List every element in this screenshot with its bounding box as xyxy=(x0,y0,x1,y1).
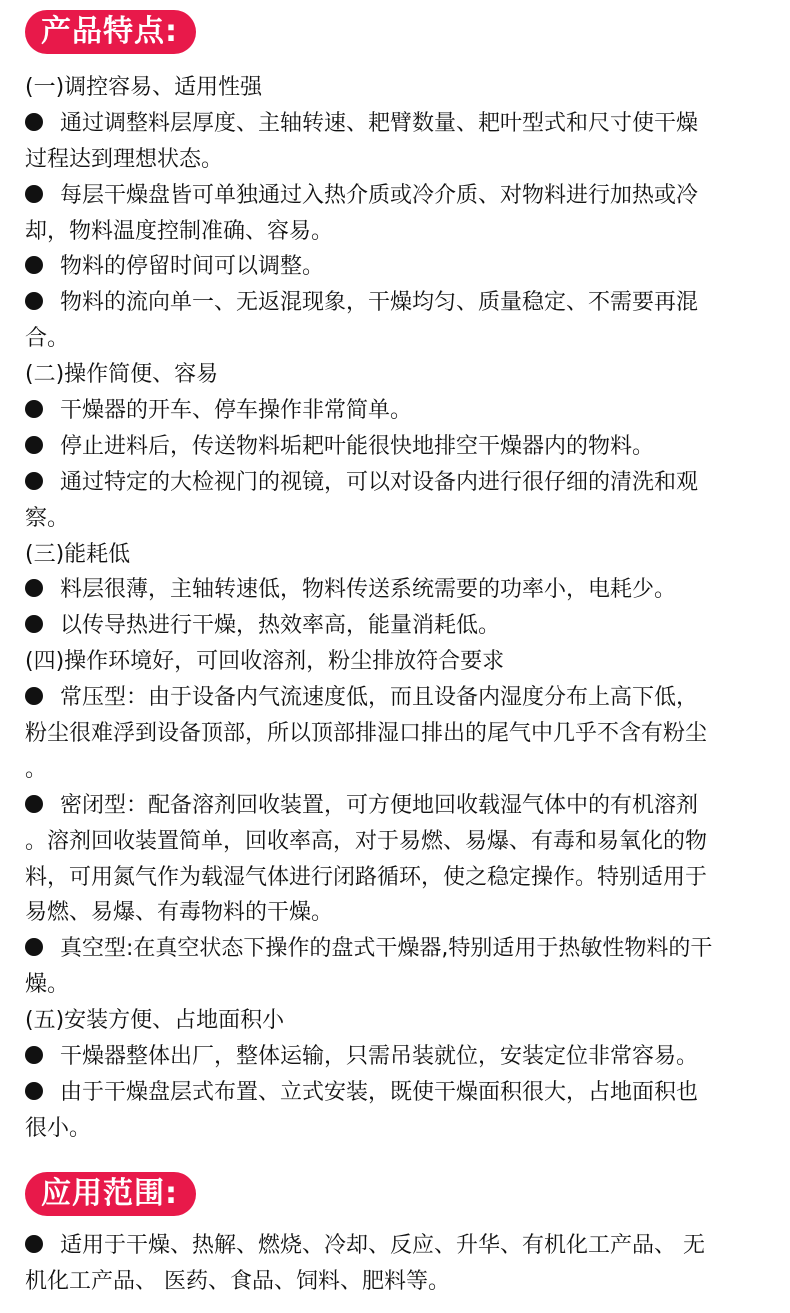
line-text: 料，可用氮气作为载湿气体进行闭路循环，使之稳定操作。特别适用于 xyxy=(25,864,708,890)
bullet-icon xyxy=(25,436,43,454)
scope-content xyxy=(25,1228,773,1300)
line-text: 干燥器的开车、停车操作非常简单。 xyxy=(60,398,413,424)
text-line xyxy=(25,142,773,178)
text-line xyxy=(25,1264,773,1300)
line-text: 料层很薄，主轴转速低，物料传送系统需要的功率小，电耗少。 xyxy=(60,577,677,603)
text-line xyxy=(25,824,773,860)
line-text: 。 xyxy=(25,756,48,782)
line-text: 易燃、易爆、有毒物料的干燥。 xyxy=(25,900,334,926)
text-line xyxy=(25,465,773,501)
bullet-icon xyxy=(25,113,43,131)
bullet-icon xyxy=(25,292,43,310)
line-text: 适用于干燥、热解、燃烧、冷却、反应、升华、有机化工产品、 无 xyxy=(60,1233,705,1258)
line-text: 却，物料温度控制准确、容易。 xyxy=(25,218,334,244)
line-text: 由于干燥盘层式布置、立式安装，既使干燥面积很大，占地面积也 xyxy=(60,1079,699,1105)
line-text: 密闭型：配备溶剂回收装置，可方便地回收载湿气体中的有机溶剂 xyxy=(60,792,699,818)
text-line xyxy=(25,501,773,537)
text-line xyxy=(25,608,773,644)
line-text: 燥。 xyxy=(25,972,70,998)
line-text: 合。 xyxy=(25,326,70,352)
line-text: 察。 xyxy=(25,505,70,531)
line-text: 停止进料后，传送物料垢耙叶能很快地排空干燥器内的物料。 xyxy=(60,433,655,459)
bullet-icon xyxy=(25,185,43,203)
line-text: (五)安装方便、占地面积小 xyxy=(25,1008,285,1034)
text-line xyxy=(25,537,773,573)
text-line xyxy=(25,285,773,321)
text-line xyxy=(25,321,773,357)
text-line xyxy=(25,788,773,824)
text-line xyxy=(25,716,773,752)
bullet-icon xyxy=(25,400,43,418)
text-line xyxy=(25,967,773,1003)
text-line xyxy=(25,357,773,393)
line-text: 真空型:在真空状态下操作的盘式干燥器,特别适用于热敏性物料的干 xyxy=(60,936,713,962)
bullet-icon xyxy=(25,687,43,705)
bullet-icon xyxy=(25,615,43,633)
line-text: 。溶剂回收装置简单，回收率高，对于易燃、易爆、有毒和易氧化的物 xyxy=(25,828,708,854)
text-line xyxy=(25,572,773,608)
text-line xyxy=(25,931,773,967)
line-text: 以传导热进行干燥，热效率高，能量消耗低。 xyxy=(60,613,501,639)
text-line xyxy=(25,214,773,250)
section-title-scope: 应用范围: xyxy=(25,1172,196,1216)
text-line xyxy=(25,429,773,465)
line-text: 通过特定的大检视门的视镜，可以对设备内进行很仔细的清洗和观 xyxy=(60,469,699,495)
features-content xyxy=(25,70,773,1147)
bullet-icon xyxy=(25,795,43,813)
text-line xyxy=(25,644,773,680)
line-text: (三)能耗低 xyxy=(25,541,131,567)
text-line xyxy=(25,393,773,429)
line-text: 物料的流向单一、无返混现象，干燥均匀、质量稳定、不需要再混 xyxy=(60,290,699,316)
text-line xyxy=(25,1075,773,1111)
line-text: 过程达到理想状态。 xyxy=(25,146,224,172)
bullet-icon xyxy=(25,1235,43,1253)
text-line xyxy=(25,1111,773,1147)
line-text: 干燥器整体出厂，整体运输，只需吊装就位，安装定位非常容易。 xyxy=(60,1044,699,1070)
section-title-features: 产品特点: xyxy=(25,10,196,54)
line-text: 每层干燥盘皆可单独通过入热介质或冷介质、对物料进行加热或冷 xyxy=(60,182,699,208)
text-line xyxy=(25,752,773,788)
line-text: (四)操作环境好，可回收溶剂，粉尘排放符合要求 xyxy=(25,649,505,675)
text-line xyxy=(25,1039,773,1075)
text-line xyxy=(25,1228,773,1264)
text-line xyxy=(25,70,773,106)
text-line xyxy=(25,249,773,285)
line-text: 机化工产品、 医药、食品、饲料、肥料等。 xyxy=(25,1268,450,1294)
line-text: (一)调控容易、适用性强 xyxy=(25,75,263,100)
line-text: 很小。 xyxy=(25,1115,92,1141)
bullet-icon xyxy=(25,938,43,956)
line-text: 粉尘很难浮到设备顶部，所以顶部排湿口排出的尾气中几乎不含有粉尘 xyxy=(25,721,708,747)
text-line xyxy=(25,106,773,142)
text-line xyxy=(25,680,773,716)
line-text: (二)操作简便、容易 xyxy=(25,362,219,388)
line-text: 物料的停留时间可以调整。 xyxy=(60,254,325,280)
text-line xyxy=(25,1003,773,1039)
line-text: 通过调整料层厚度、主轴转速、耙臂数量、耙叶型式和尺寸使干燥 xyxy=(60,110,699,136)
bullet-icon xyxy=(25,579,43,597)
bullet-icon xyxy=(25,1046,43,1064)
bullet-icon xyxy=(25,1082,43,1100)
text-line xyxy=(25,895,773,931)
bullet-icon xyxy=(25,472,43,490)
bullet-icon xyxy=(25,256,43,274)
text-line xyxy=(25,178,773,214)
text-line xyxy=(25,860,773,896)
line-text: 常压型：由于设备内气流速度低，而且设备内湿度分布上高下低， xyxy=(60,685,699,711)
